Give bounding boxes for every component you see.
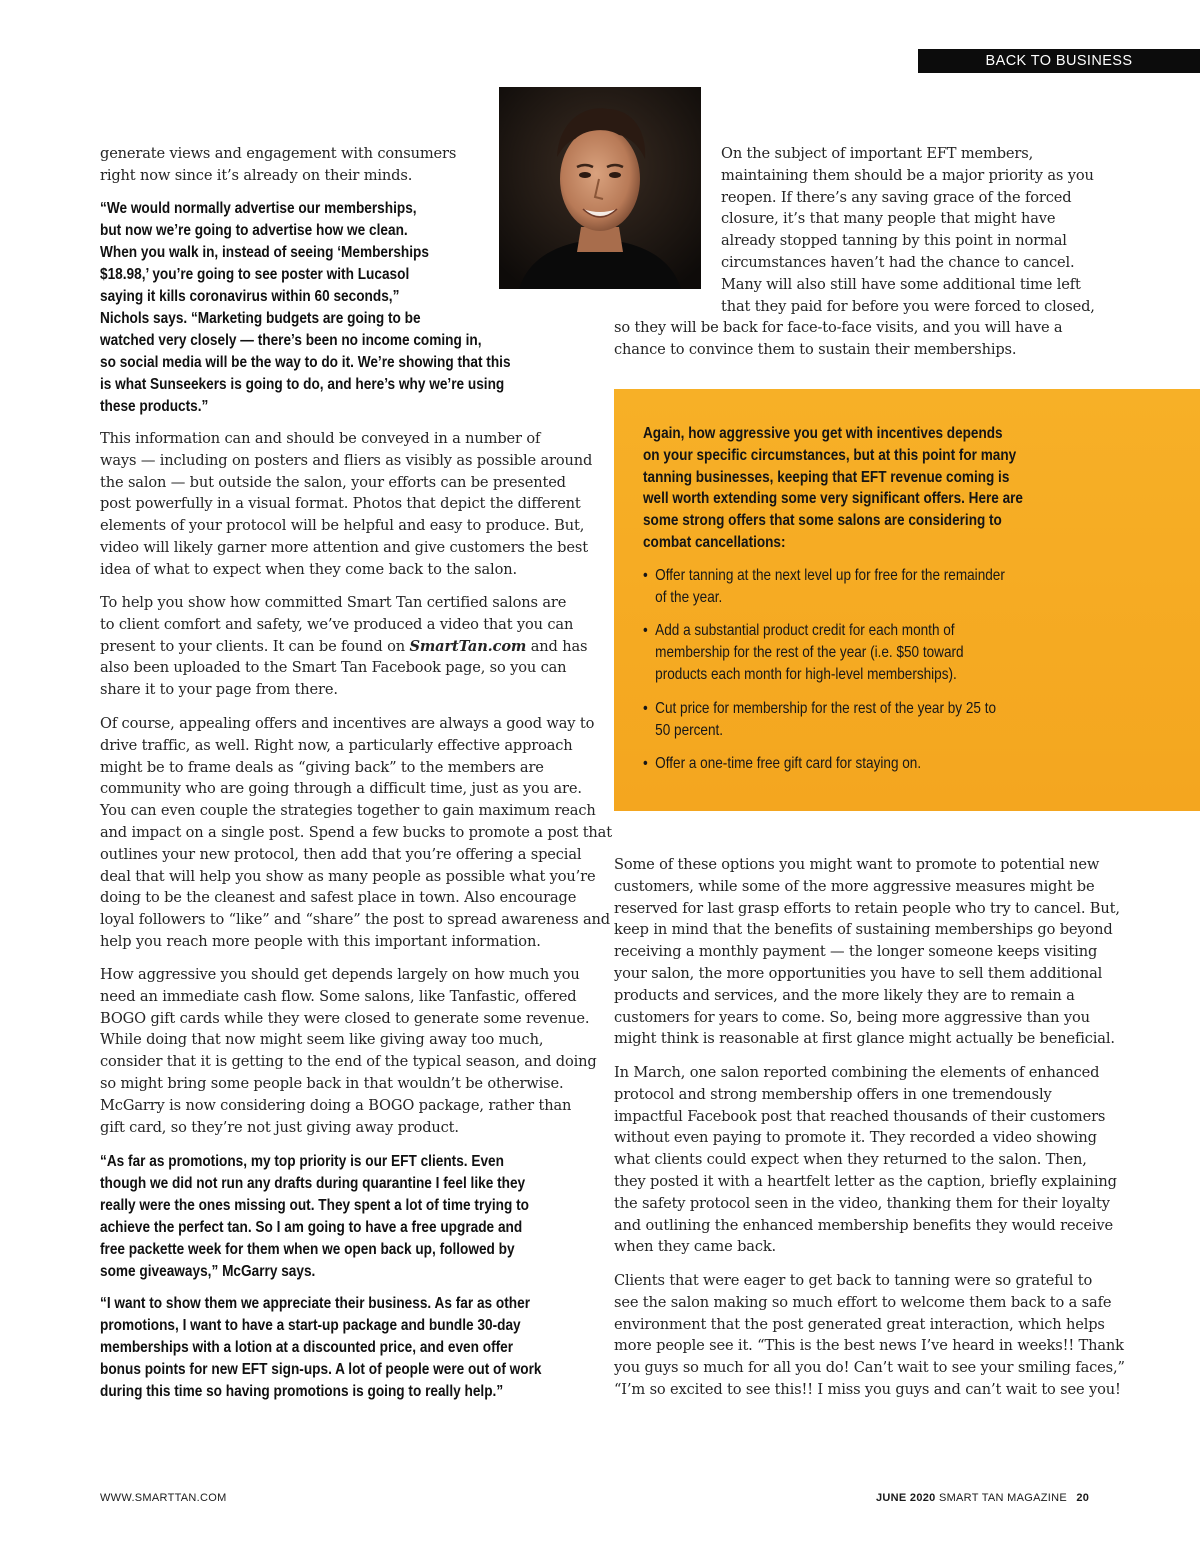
text-line: saying it kills coronavirus within 60 seconds,” [100, 288, 400, 305]
text-line: Many will also still have some additional time left [721, 275, 1081, 293]
text-line: chance to convince them to sustain their memberships. [614, 340, 1017, 358]
text-line: really were the ones missing out. They spent a lot of time trying to [100, 1197, 529, 1214]
text-line: keep in mind that the benefits of sustaining memberships go beyond [614, 921, 1113, 939]
text-line: maintaining them should be a major priority as you [721, 166, 1094, 184]
text-line: might be to frame deals as “giving back” to the members are [100, 758, 544, 776]
text-span: and has [526, 637, 588, 655]
text-line: so might bring some people back in that wouldn’t be otherwise. [100, 1074, 564, 1092]
text-line: share it to your page from there. [100, 681, 338, 699]
text-line: and outlining the enhanced membership benefits they would receive [614, 1216, 1113, 1234]
text-line: reserved for last grasp efforts to retain people who try to cancel. But, [614, 899, 1120, 917]
text-line: also been uploaded to the Smart Tan Facebook page, so you can [100, 659, 567, 677]
text-line: In March, one salon reported combining the elements of enhanced [614, 1064, 1100, 1081]
text-line: deal that will help you show as many people as possible what you’re [100, 867, 596, 885]
text-line: • Offer a one-time free gift card for staying on. [655, 755, 922, 773]
text-line: elements of your protocol will be helpful and easy to produce. But, [100, 517, 585, 535]
text-line: the safety protocol seen in the video, thanking them for their loyalty [614, 1194, 1110, 1212]
page-number: 20 [1076, 1492, 1090, 1504]
left-paragraph-cashflow [100, 964, 597, 1138]
text-line: video will likely garner more attention and give customers the best [100, 538, 588, 556]
text-line: need an immediate cash flow. Some salons, like Tanfastic, offered [100, 987, 577, 1005]
nichols-quote [100, 198, 511, 418]
text-line: some strong offers that some salons are considering to [643, 512, 1002, 530]
text-line: protocol and strong membership offers in one tremendously [614, 1085, 1052, 1103]
text-line: watched very closely — there’s been no income coming in, [100, 332, 482, 349]
list-item [643, 565, 1095, 609]
text-line: so social media will be the way to do it. We’re showing that this [100, 354, 511, 371]
incentives-callout-box [614, 389, 1200, 811]
text-line: more people see it. “This is the best news I’ve heard in weeks!! Thank [614, 1337, 1124, 1355]
footer-website[interactable]: WWW.SMARTTAN.COM [100, 1492, 227, 1504]
text-line: consider that it is getting to the end of the typical season, and doing [100, 1053, 597, 1071]
text-line [100, 636, 587, 658]
text-line: loyal followers to “like” and “share” the post to spread awareness and [100, 911, 610, 929]
text-line: community who are going through a difficult time, just as you are. [100, 780, 582, 798]
text-line: well worth extending some very significant offers. Here are [643, 490, 1023, 508]
text-line: customers, while some of the more aggressive measures might be [614, 877, 1095, 895]
text-line: Clients that were eager to get back to tanning were so grateful to [614, 1272, 1093, 1289]
text-line: On the subject of important EFT members, [721, 145, 1034, 162]
text-line: $18.98,’ you’re going to see poster with Lucasol [100, 266, 410, 283]
smarttan-link[interactable]: SmartTan.com [409, 637, 527, 655]
text-line: Again, how aggressive you get with incentives depends [643, 425, 1003, 442]
footer-issue-date: JUNE 2020 [876, 1492, 936, 1504]
list-item [643, 620, 1095, 685]
text-line: already stopped tanning by this point in normal [721, 232, 1067, 250]
text-line: promotions, I want to have a start-up package and bundle 30-day [100, 1317, 521, 1334]
text-line: see the salon making so much effort to welcome them back to a safe [614, 1293, 1112, 1311]
text-line: achieve the perfect tan. So I am going to have a free upgrade and [100, 1219, 523, 1236]
left-paragraph-offers [100, 713, 612, 953]
text-line: these products.” [100, 398, 209, 415]
text-line: tanning businesses, keeping that EFT revenue coming is [643, 468, 1010, 486]
callout-lead [643, 423, 1095, 554]
text-line: free packette week for them when we open back up, followed by [100, 1241, 515, 1258]
text-line: they posted it with a heartfelt letter as the caption, briefly explaining [614, 1172, 1117, 1190]
text-line: doing to be the cleanest and safest place in town. Also encourage [100, 889, 577, 907]
text-line: generate views and engagement with consumers [100, 145, 457, 162]
text-line: memberships with a lotion at a discounted price, and even offer [100, 1339, 514, 1356]
right-paragraph-clients [614, 1270, 1125, 1401]
text-line: receiving a monthly payment — the longer someone keeps visiting [614, 943, 1098, 961]
text-line: circumstances haven’t had the chance to cancel. [721, 253, 1075, 271]
text-line: and impact on a single post. Spend a few bucks to promote a post that [100, 823, 612, 841]
left-intro-paragraph [100, 143, 456, 187]
footer-magazine-name: SMART TAN MAGAZINE [938, 1492, 1067, 1504]
left-paragraph-video [100, 592, 587, 701]
text-line: when they came back. [614, 1238, 777, 1256]
right-eft-paragraph-continued [614, 317, 1062, 361]
text-line: without even paying to promote it. They recorded a video showing [614, 1129, 1097, 1147]
text-line: so they will be back for face-to-face visits, and you will have a [614, 319, 1063, 336]
text-line: what clients could expect when they returned to the salon. Then, [614, 1151, 1087, 1169]
text-line: McGarry is now considering doing a BOGO package, rather than [100, 1096, 572, 1114]
text-line: You can even couple the strategies together to gain maximum reach [100, 802, 596, 820]
text-line: products and services, and the more likely they are to remain a [614, 986, 1075, 1004]
footer-issue [876, 1492, 1089, 1504]
text-line: customers for years to come. So, being more aggressive than you [614, 1008, 1090, 1026]
text-line: outlines your new protocol, then add that you’re offering a special [100, 845, 582, 863]
text-line: “I’m so excited to see this!! I miss you guys and can’t wait to see you! [614, 1380, 1121, 1398]
text-line: Some of these options you might want to promote to potential new [614, 856, 1100, 873]
mcgarry-quote-promotions [100, 1293, 542, 1403]
text-line: membership for the rest of the year (i.e. $50 toward [655, 644, 964, 662]
text-line: This information can and should be conveyed in a number of [100, 430, 541, 447]
left-paragraph-information [100, 428, 592, 581]
text-line: • Cut price for membership for the rest of the year by 25 to [655, 699, 997, 717]
text-line: on your specific circumstances, but at this point for many [643, 446, 1017, 464]
text-line: To help you show how committed Smart Tan certified salons are [100, 594, 567, 611]
text-line: • Add a substantial product credit for each month of [655, 622, 955, 640]
text-line: 50 percent. [655, 721, 724, 739]
right-paragraph-march [614, 1062, 1117, 1258]
callout-content [643, 423, 1143, 787]
text-line: combat cancellations: [643, 533, 786, 551]
text-line: gift card, so they’re not just giving away product. [100, 1118, 459, 1136]
text-line: idea of what to expect when they come back to the salon. [100, 560, 517, 578]
section-tab: BACK TO BUSINESS [918, 49, 1200, 73]
text-line: Nichols says. “Marketing budgets are going to be [100, 310, 421, 327]
text-line: your salon, the more opportunities you have to sell them additional [614, 964, 1103, 982]
text-line: “I want to show them we appreciate their business. As far as other [100, 1295, 531, 1312]
mcgarry-quote-eft [100, 1151, 529, 1283]
text-line: is what Sunseekers is going to do, and here’s why we’re using [100, 376, 505, 393]
text-line: to client comfort and safety, we’ve produced a video that you can [100, 615, 574, 633]
list-item [643, 753, 1095, 775]
right-eft-paragraph [721, 143, 1095, 317]
text-line: might think is reasonable at first glance might actually be beneficial. [614, 1030, 1115, 1048]
text-line: closure, it’s that many people that might have [721, 210, 1056, 228]
text-line: environment that the post generated great interaction, which helps [614, 1315, 1105, 1333]
text-line: • Offer tanning at the next level up for free for the remainder [655, 566, 1005, 584]
text-line: the salon — but outside the salon, your efforts can be presented [100, 473, 566, 491]
text-line: during this time so having promotions is going to really help.” [100, 1383, 504, 1400]
offers-list [643, 565, 1143, 775]
text-span: present to your clients. It can be found on [100, 637, 410, 655]
text-line: bonus points for new EFT sign-ups. A lot of people were out of work [100, 1361, 542, 1378]
text-line: post powerfully in a visual format. Photos that depict the different [100, 495, 581, 513]
text-line: some giveaways,” McGarry says. [100, 1263, 316, 1280]
text-line: reopen. If there’s any saving grace of the forced [721, 188, 1072, 206]
text-line: you guys so much for all you do! Can’t wait to see your smiling faces,” [614, 1359, 1125, 1377]
text-line: When you walk in, instead of seeing ‘Memberships [100, 244, 429, 261]
text-line: “We would normally advertise our memberships, [100, 200, 417, 217]
right-paragraph-options [614, 854, 1120, 1050]
text-line: of the year. [655, 588, 723, 606]
text-line: help you reach more people with this important information. [100, 932, 541, 950]
portrait-illustration [499, 87, 701, 289]
text-line: products each month for high-level memberships). [655, 665, 957, 683]
list-item [643, 698, 1095, 742]
portrait-photo [499, 87, 701, 289]
text-line: though we did not run any drafts during quarantine I feel like they [100, 1175, 526, 1192]
text-line: “As far as promotions, my top priority is our EFT clients. Even [100, 1153, 504, 1170]
text-line: drive traffic, as well. Right now, a particularly effective approach [100, 736, 573, 754]
text-line: Of course, appealing offers and incentives are always a good way to [100, 715, 595, 732]
text-line: right now since it’s already on their minds. [100, 166, 413, 184]
text-line: While doing that now might seem like giving away too much, [100, 1031, 544, 1049]
text-line: ways — including on posters and fliers as visibly as possible around [100, 451, 593, 469]
text-line: impactful Facebook post that reached thousands of their customers [614, 1107, 1106, 1125]
text-line: How aggressive you should get depends largely on how much you [100, 966, 580, 983]
text-line: but now we’re going to advertise how we clean. [100, 222, 408, 239]
text-line: that they paid for before you were forced to closed, [721, 297, 1095, 315]
text-line: BOGO gift cards while they were closed to generate some revenue. [100, 1009, 590, 1027]
